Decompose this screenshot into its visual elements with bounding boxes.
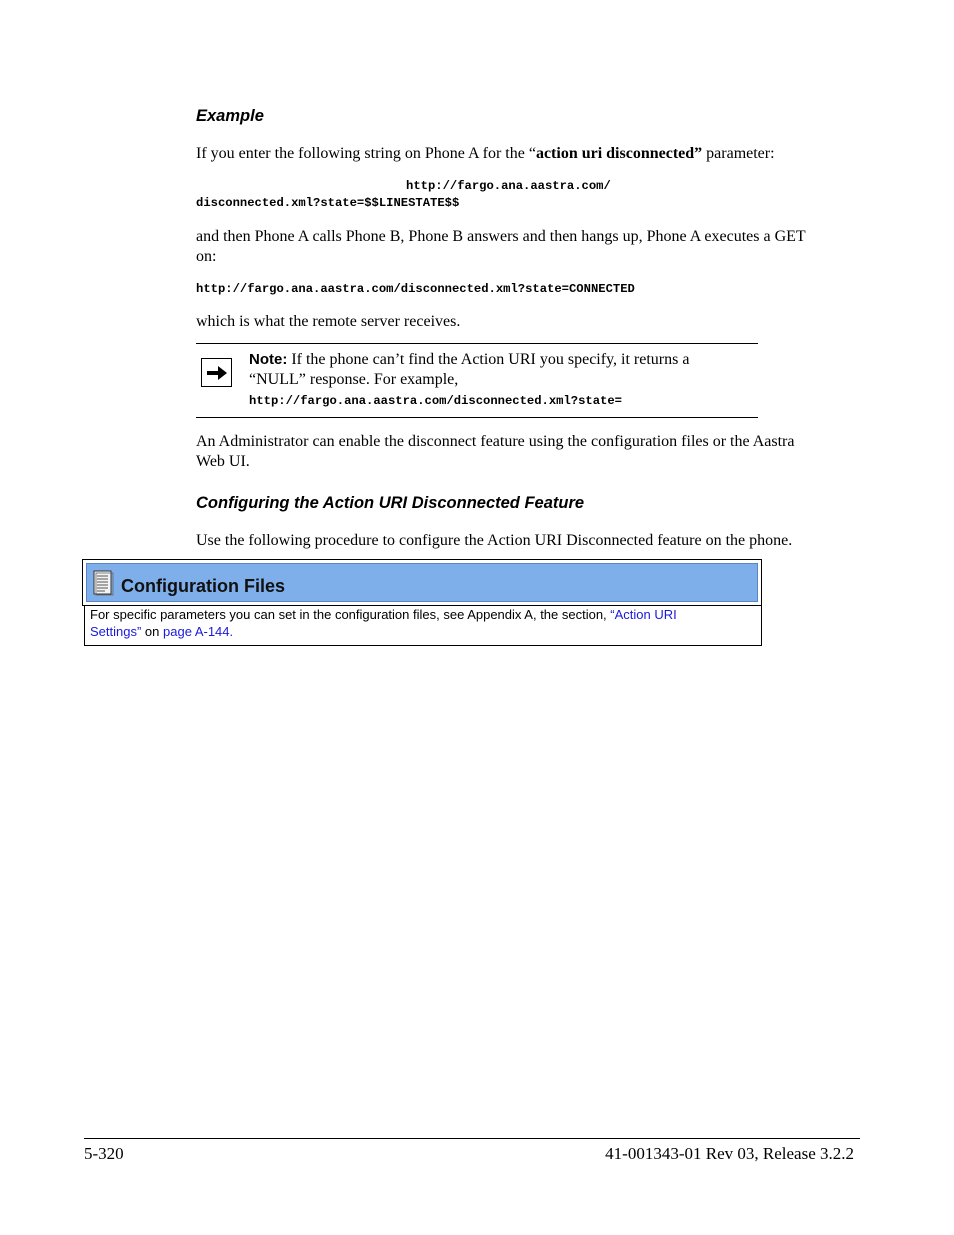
code-string-line1: http://fargo.ana.aastra.com/ — [406, 179, 611, 193]
config-files-banner — [82, 559, 762, 606]
code-string-line2: disconnected.xml?state=$$LINESTATE$$ — [196, 196, 460, 210]
config-files-text: For specific parameters you can set in the configuration files, see Appendix A, the section, — [90, 607, 611, 622]
page-ref-link[interactable]: page A-144. — [163, 624, 234, 639]
admin-line1: An Administrator can enable the disconnect feature using the configuration files or the Aastra — [196, 433, 795, 450]
note-text: If the phone can’t find the Action URI you specify, it returns a — [287, 351, 690, 368]
config-files-body-line1 — [90, 606, 761, 623]
config-files-body-line2 — [90, 623, 761, 640]
note-arrow-box — [201, 358, 232, 387]
note-label: Note: — [249, 351, 288, 368]
configuring-heading: Configuring the Action URI Disconnected Feature — [196, 494, 585, 512]
footer-doc-id: 41-001343-01 Rev 03, Release 3.2.2 — [605, 1144, 854, 1163]
code-get-url: http://fargo.ana.aastra.com/disconnected.xml?state=CONNECTED — [196, 282, 635, 296]
note-line1 — [249, 350, 689, 370]
config-files-body — [84, 605, 762, 646]
note-line2: “NULL” response. For example, — [249, 371, 459, 388]
footer-rule — [84, 1138, 860, 1139]
example-heading: Example — [196, 107, 264, 125]
example-para2-line2: on: — [196, 248, 217, 265]
config-files-banner-fill — [86, 563, 758, 602]
admin-line2: Web UI. — [196, 453, 250, 470]
config-files-on: on — [141, 624, 163, 639]
document-icon — [92, 570, 114, 596]
note-top-rule — [196, 343, 758, 344]
intro-text: If you enter the following string on Phone A for the “ — [196, 145, 536, 162]
example-para3: which is what the remote server receives. — [196, 313, 461, 330]
footer-page-number: 5-320 — [84, 1144, 124, 1163]
example-para2-line1: and then Phone A calls Phone B, Phone B answers and then hangs up, Phone A executes a GET — [196, 228, 806, 245]
intro-suffix: parameter: — [702, 145, 775, 162]
intro-param-name: action uri disconnected” — [535, 145, 703, 162]
config-files-title: Configuration Files — [121, 576, 285, 596]
example-intro — [196, 144, 775, 164]
action-uri-settings-link[interactable]: “Action URI — [610, 607, 677, 622]
note-code: http://fargo.ana.aastra.com/disconnected.xml?state= — [249, 394, 622, 408]
right-arrow-icon — [206, 365, 228, 381]
action-uri-settings-link-cont[interactable]: Settings” — [90, 624, 142, 639]
configuring-para: Use the following procedure to configure the Action URI Disconnected feature on the phone. — [196, 532, 793, 549]
note-bottom-rule — [196, 417, 758, 418]
